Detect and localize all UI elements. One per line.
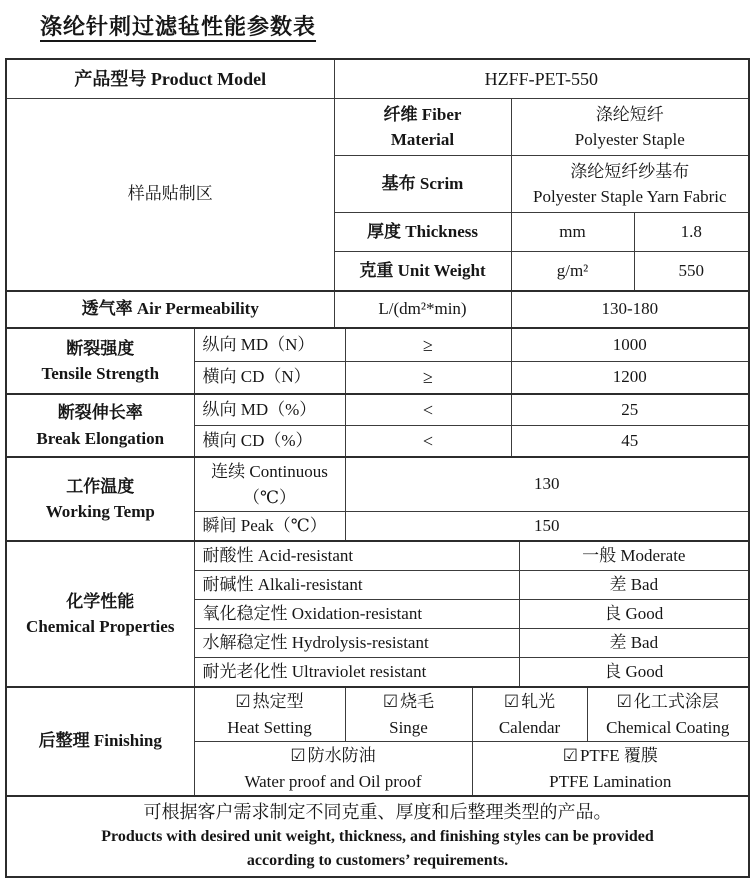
row-tensile-md [6,328,749,362]
product-model-value: HZFF-PET-550 [334,59,749,99]
temp-continuous-value: 130 [345,457,749,512]
thickness-unit: mm [511,213,634,252]
temp-peak-name: 瞬间 Peak（℃） [194,512,345,542]
chemical-properties-label: 化学性能 Chemical Properties [6,541,194,687]
fiber-label: 纤维 Fiber Material [334,99,511,156]
row-fiber [6,99,749,156]
elongation-cd-operator: < [345,426,511,458]
title-bar [0,0,750,41]
finishing-calendar: ☑ 轧光 Calendar [472,687,587,742]
checkbox-checked-icon: ☑ [616,692,632,711]
air-permeability-unit: L/(dm²*min) [334,291,511,328]
sample-area-cell: 样品贴制区 [6,99,334,292]
checkbox-checked-icon: ☑ [235,692,251,711]
fiber-value: 涤纶短纤 Polyester Staple [511,99,749,156]
unit-weight-unit: g/m² [511,252,634,292]
elongation-md-value: 25 [511,394,749,426]
page-title: 涤纶针刺过滤毡性能参数表 [40,14,317,39]
finishing-heat-setting: ☑ 热定型 Heat Setting [194,687,345,742]
finishing-label: 后整理 Finishing [6,687,194,796]
temp-peak-value: 150 [345,512,749,542]
row-finishing-1 [6,687,749,742]
tensile-md-name: 纵向 MD（N） [194,328,345,362]
finishing-ptfe: ☑ PTFE 覆膜 PTFE Lamination [472,742,749,797]
chemical-hydrolysis-rating: 差 Bad [519,629,749,658]
checkbox-checked-icon: ☑ [290,746,306,765]
row-air-permeability [6,291,749,328]
thickness-label: 厚度 Thickness [334,213,511,252]
note-english-line1: Products with desired unit weight, thickness, and finishing styles can be provided [101,828,654,846]
elongation-cd-value: 45 [511,426,749,458]
chemical-oxidation-rating: 良 Good [519,600,749,629]
row-chemical-acid [6,541,749,571]
tensile-md-value: 1000 [511,328,749,362]
unit-weight-label: 克重 Unit Weight [334,252,511,292]
elongation-cd-name: 横向 CD（%） [194,426,345,458]
tensile-cd-name: 横向 CD（N） [194,362,345,395]
product-model-label: 产品型号 Product Model [6,59,334,99]
spec-table [5,58,750,878]
chemical-hydrolysis-name: 水解稳定性 Hydrolysis-resistant [194,629,519,658]
chemical-uv-name: 耐光老化性 Ultraviolet resistant [194,658,519,688]
row-note [6,796,749,877]
checkbox-checked-icon: ☑ [382,692,399,711]
unit-weight-value: 550 [634,252,749,292]
row-temp-continuous [6,457,749,512]
tensile-strength-label: 断裂强度 Tensile Strength [6,328,194,394]
checkbox-checked-icon: ☑ [562,746,578,765]
air-permeability-label: 透气率 Air Permeability [6,291,334,328]
scrim-label: 基布 Scrim [334,156,511,213]
note-chinese: 可根据客户需求制定不同克重、厚度和后整理类型的产品。 [143,801,612,822]
row-elongation-md [6,394,749,426]
finishing-waterproof: ☑ 防水防油 Water proof and Oil proof [194,742,472,797]
chemical-alkali-rating: 差 Bad [519,571,749,600]
note-english-line2: according to customers’ requirements. [246,852,509,870]
tensile-cd-operator: ≥ [345,362,511,395]
row-product-model [6,59,749,99]
chemical-oxidation-name: 氧化稳定性 Oxidation-resistant [194,600,519,629]
scrim-value: 涤纶短纤纱基布 Polyester Staple Yarn Fabric [511,156,749,213]
chemical-acid-name: 耐酸性 Acid-resistant [194,541,519,571]
tensile-cd-value: 1200 [511,362,749,395]
elongation-md-operator: < [345,394,511,426]
custom-order-note [6,796,749,877]
break-elongation-label: 断裂伸长率 Break Elongation [6,394,194,457]
thickness-value: 1.8 [634,213,749,252]
tensile-md-operator: ≥ [345,328,511,362]
finishing-chemical-coating: ☑ 化工式涂层 Chemical Coating [587,687,749,742]
checkbox-checked-icon: ☑ [503,692,520,711]
chemical-acid-rating: 一般 Moderate [519,541,749,571]
air-permeability-value: 130-180 [511,291,749,328]
finishing-singe: ☑ 烧毛 Singe [345,687,472,742]
elongation-md-name: 纵向 MD（%） [194,394,345,426]
chemical-alkali-name: 耐碱性 Alkali-resistant [194,571,519,600]
working-temp-label: 工作温度 Working Temp [6,457,194,541]
temp-continuous-name: 连续 Continuous （℃） [194,457,345,512]
chemical-uv-rating: 良 Good [519,658,749,688]
